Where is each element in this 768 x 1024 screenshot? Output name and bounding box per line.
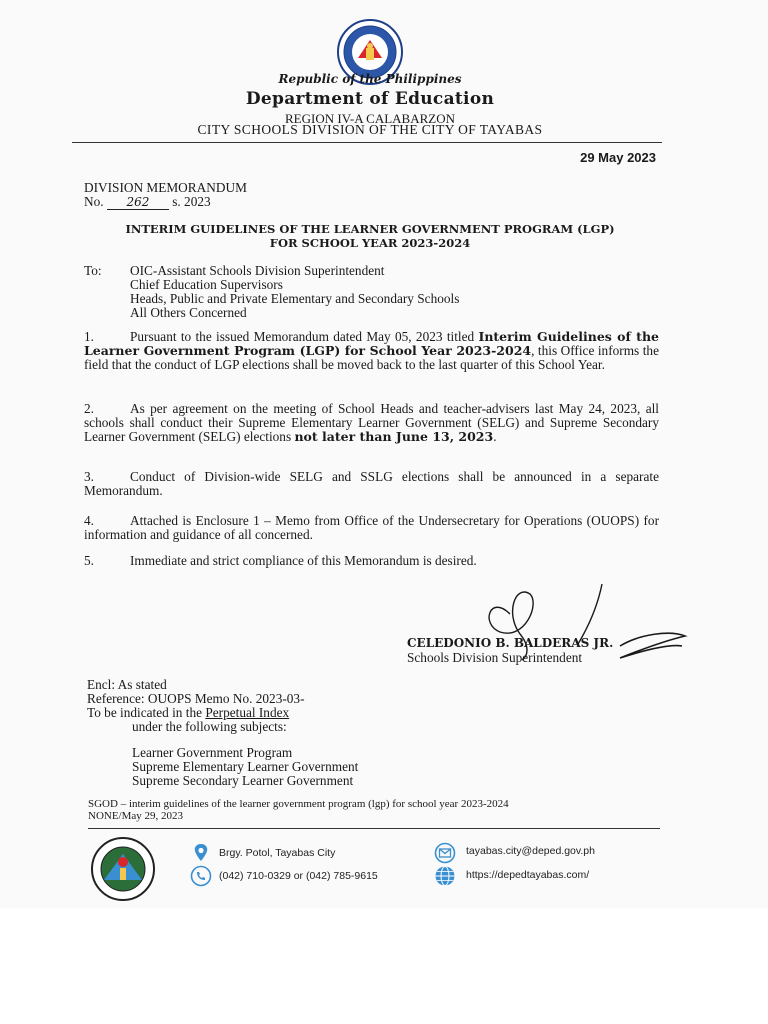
sgod-file-line: SGOD – interim guidelines of the learner government program (lgp) for school year 2023-2024 [88,798,509,810]
perpetual-index-label: Perpetual Index [205,705,290,720]
paragraph-5 [84,554,659,568]
paragraph-3 [84,470,659,498]
memo-subject [0,222,740,250]
signatory-title: Schools Division Superintendent [407,650,583,665]
paragraph-number: 1. [84,329,94,344]
sgod-date-line: NONE/May 29, 2023 [88,810,184,822]
republic-heading: Republic of the Philippines [278,72,462,86]
paragraph-1 [84,330,659,372]
paragraph-4 [84,514,659,542]
enclosure-note: Encl: As stated [87,677,167,692]
to-label: To: [84,263,102,278]
department-heading: Department of Education [245,89,495,109]
footer-phone: (042) 710-0329 or (042) 785-9615 [219,870,378,882]
paragraph-text: Attached is Enclosure 1 – Memo from Office of the Undersecretary for Operations (OUOPS) for information and guidance of all concerned. [84,513,659,542]
footer-divider [88,828,660,829]
phone-icon [190,865,212,887]
memo-number: 262 [107,195,169,210]
subject-line-1: INTERIM GUIDELINES OF THE LEARNER GOVERNMENT PROGRAM (LGP) [125,222,615,236]
division-seal-logo [90,836,156,902]
paragraph-text: As per agreement on the meeting of School Heads and teacher-advisers last May 24, 2023, all schools shall conduct their Supreme Elementary Learner Government (SELG) and Supreme Secondary Learner Government (SELG) elections [84,401,659,444]
paragraph-number: 2. [84,401,94,416]
paragraph-text: Immediate and strict compliance of this Memorandum is desired. [130,553,477,568]
recipient: OIC-Assistant Schools Division Superintendent [130,263,385,278]
reference-note: Reference: OUOPS Memo No. 2023-03- [87,691,305,706]
globe-icon [434,865,456,887]
index-subject: Supreme Elementary Learner Government [132,759,359,774]
memo-date: 29 May 2023 [580,150,656,165]
index-subject: Learner Government Program [132,745,293,760]
paragraph-number: 3. [84,469,94,484]
paragraph-number: 5. [84,553,94,568]
paragraph-number: 4. [84,513,94,528]
region-heading: REGION IV-A CALABARZON [285,111,455,126]
signatory-name: CELEDONIO B. BALDERAS JR. [407,636,614,650]
memo-type: DIVISION MEMORANDUM [84,180,247,195]
subjects-intro: under the following subjects: [132,719,287,734]
location-pin-icon [190,842,212,864]
recipient-list [130,264,459,320]
index-subject: Supreme Secondary Learner Government [132,773,354,788]
footer-website[interactable]: https://depedtayabas.com/ [466,869,590,881]
division-heading: CITY SCHOOLS DIVISION OF THE CITY OF TAYABAS [197,122,543,137]
perpetual-index-note [87,706,289,720]
memo-title-reference: Interim Guidelines of the Learner Government Program (LGP) for School Year 2023-2024 [84,329,659,358]
paragraph-text: Pursuant to the issued Memorandum dated May 05, 2023 titled [130,329,479,344]
paragraph-text: Conduct of Division-wide SELG and SSLG elections shall be announced in a separate Memorandum. [84,469,659,498]
header-divider [72,142,662,143]
footer-address: Brgy. Potol, Tayabas City [219,847,336,859]
index-subject-list [132,746,358,788]
paragraph-text: , this Office informs the field that the conduct of LGP elections shall be moved back to the last quarter of this School Year. [84,343,659,372]
deadline-text: not later than June 13, 2023 [294,429,494,444]
recipient: Heads, Public and Private Elementary and Secondary Schools [130,291,460,306]
memo-no-label: No. [84,194,104,209]
subject-line-2: FOR SCHOOL YEAR 2023-2024 [269,236,471,250]
paragraph-text: . [493,429,497,444]
footer-email[interactable]: tayabas.city@deped.gov.ph [466,845,595,857]
perpetual-index-text: To be indicated in the [87,705,206,720]
sgod-note [88,798,509,822]
memo-series: s. 2023 [172,194,211,209]
recipient: Chief Education Supervisors [130,277,283,292]
paragraph-2 [84,402,659,444]
recipient: All Others Concerned [130,305,247,320]
memo-number-line [84,195,211,210]
email-icon [434,842,456,864]
